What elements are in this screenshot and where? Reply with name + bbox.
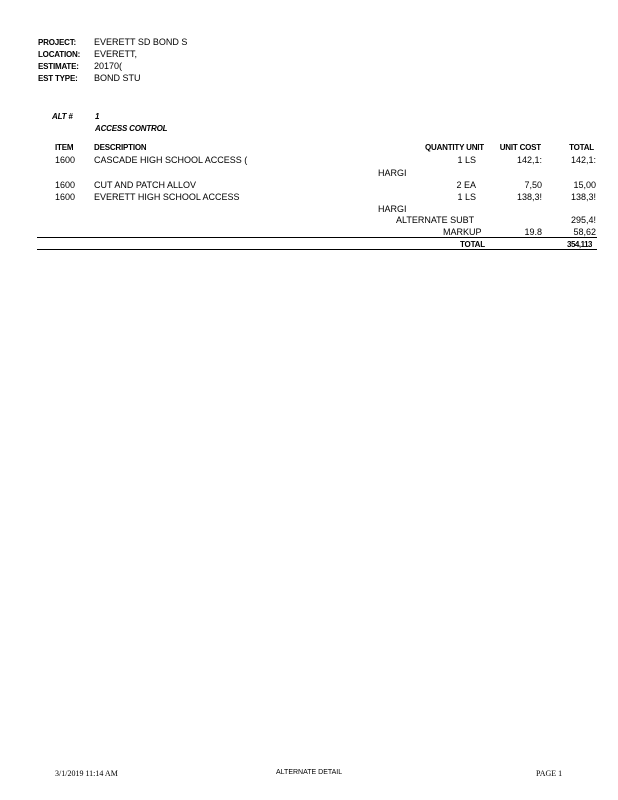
estimate-label: ESTIMATE:	[38, 62, 79, 71]
footer-page: PAGE 1	[536, 769, 563, 778]
total-top-rule	[37, 237, 597, 238]
table-row-quantity: 2 EA	[456, 180, 476, 190]
project-value: EVERETT SD BOND S	[94, 37, 188, 47]
location-label: LOCATION:	[38, 50, 81, 59]
table-row-description: CASCADE HIGH SCHOOL ACCESS (	[94, 155, 248, 165]
footer-title: ALTERNATE DETAIL	[276, 769, 343, 776]
markup-label: MARKUP	[443, 227, 482, 237]
location-value: EVERETT,	[94, 49, 138, 59]
total-bottom-rule	[37, 249, 597, 250]
col-quantity-unit-header: QUANTITY UNIT	[424, 143, 484, 152]
table-row-item: 1600	[55, 192, 76, 202]
alt-number: 1	[95, 112, 100, 121]
table-row-unit-cost: 7,50	[524, 180, 542, 190]
table-row-unit-cost: 142,1:	[516, 155, 542, 165]
markup-rate: 19.8	[524, 227, 542, 237]
table-row-quantity: 1 LS	[457, 155, 476, 165]
markup-value: 58,62	[573, 227, 596, 237]
total-value: 354,113	[567, 240, 592, 249]
alt-name: ACCESS CONTROL	[95, 124, 168, 133]
table-row-item: 1600	[55, 155, 76, 165]
table-row-total: 15,00	[573, 180, 596, 190]
table-row-item: 1600	[55, 180, 76, 190]
est-type-value: BOND STU	[94, 73, 141, 83]
col-total-header: TOTAL	[569, 143, 594, 152]
table-row-description: CUT AND PATCH ALLOV	[94, 180, 197, 190]
total-label: TOTAL	[460, 240, 485, 249]
table-row-unit-cost: 138,3!	[516, 192, 542, 202]
col-description-header: DESCRIPTION	[94, 143, 147, 152]
table-row-note: HARGI	[378, 204, 407, 214]
col-unit-cost-header: UNIT COST	[499, 143, 541, 152]
est-type-label: EST TYPE:	[38, 74, 78, 83]
project-label: PROJECT:	[38, 38, 76, 47]
col-item-header: ITEM	[55, 143, 74, 152]
table-row-total: 142,1:	[570, 155, 596, 165]
table-row-description: EVERETT HIGH SCHOOL ACCESS	[94, 192, 240, 202]
table-row-note: HARGI	[378, 168, 407, 178]
subtotal-label: ALTERNATE SUBT	[396, 215, 475, 225]
alt-label: ALT #	[52, 112, 73, 121]
subtotal-value: 295,4!	[570, 215, 596, 225]
estimate-value: 20170(	[94, 61, 123, 71]
table-row-total: 138,3!	[570, 192, 596, 202]
footer-date: 3/1/2019 11:14 AM	[55, 769, 118, 778]
table-row-quantity: 1 LS	[457, 192, 476, 202]
